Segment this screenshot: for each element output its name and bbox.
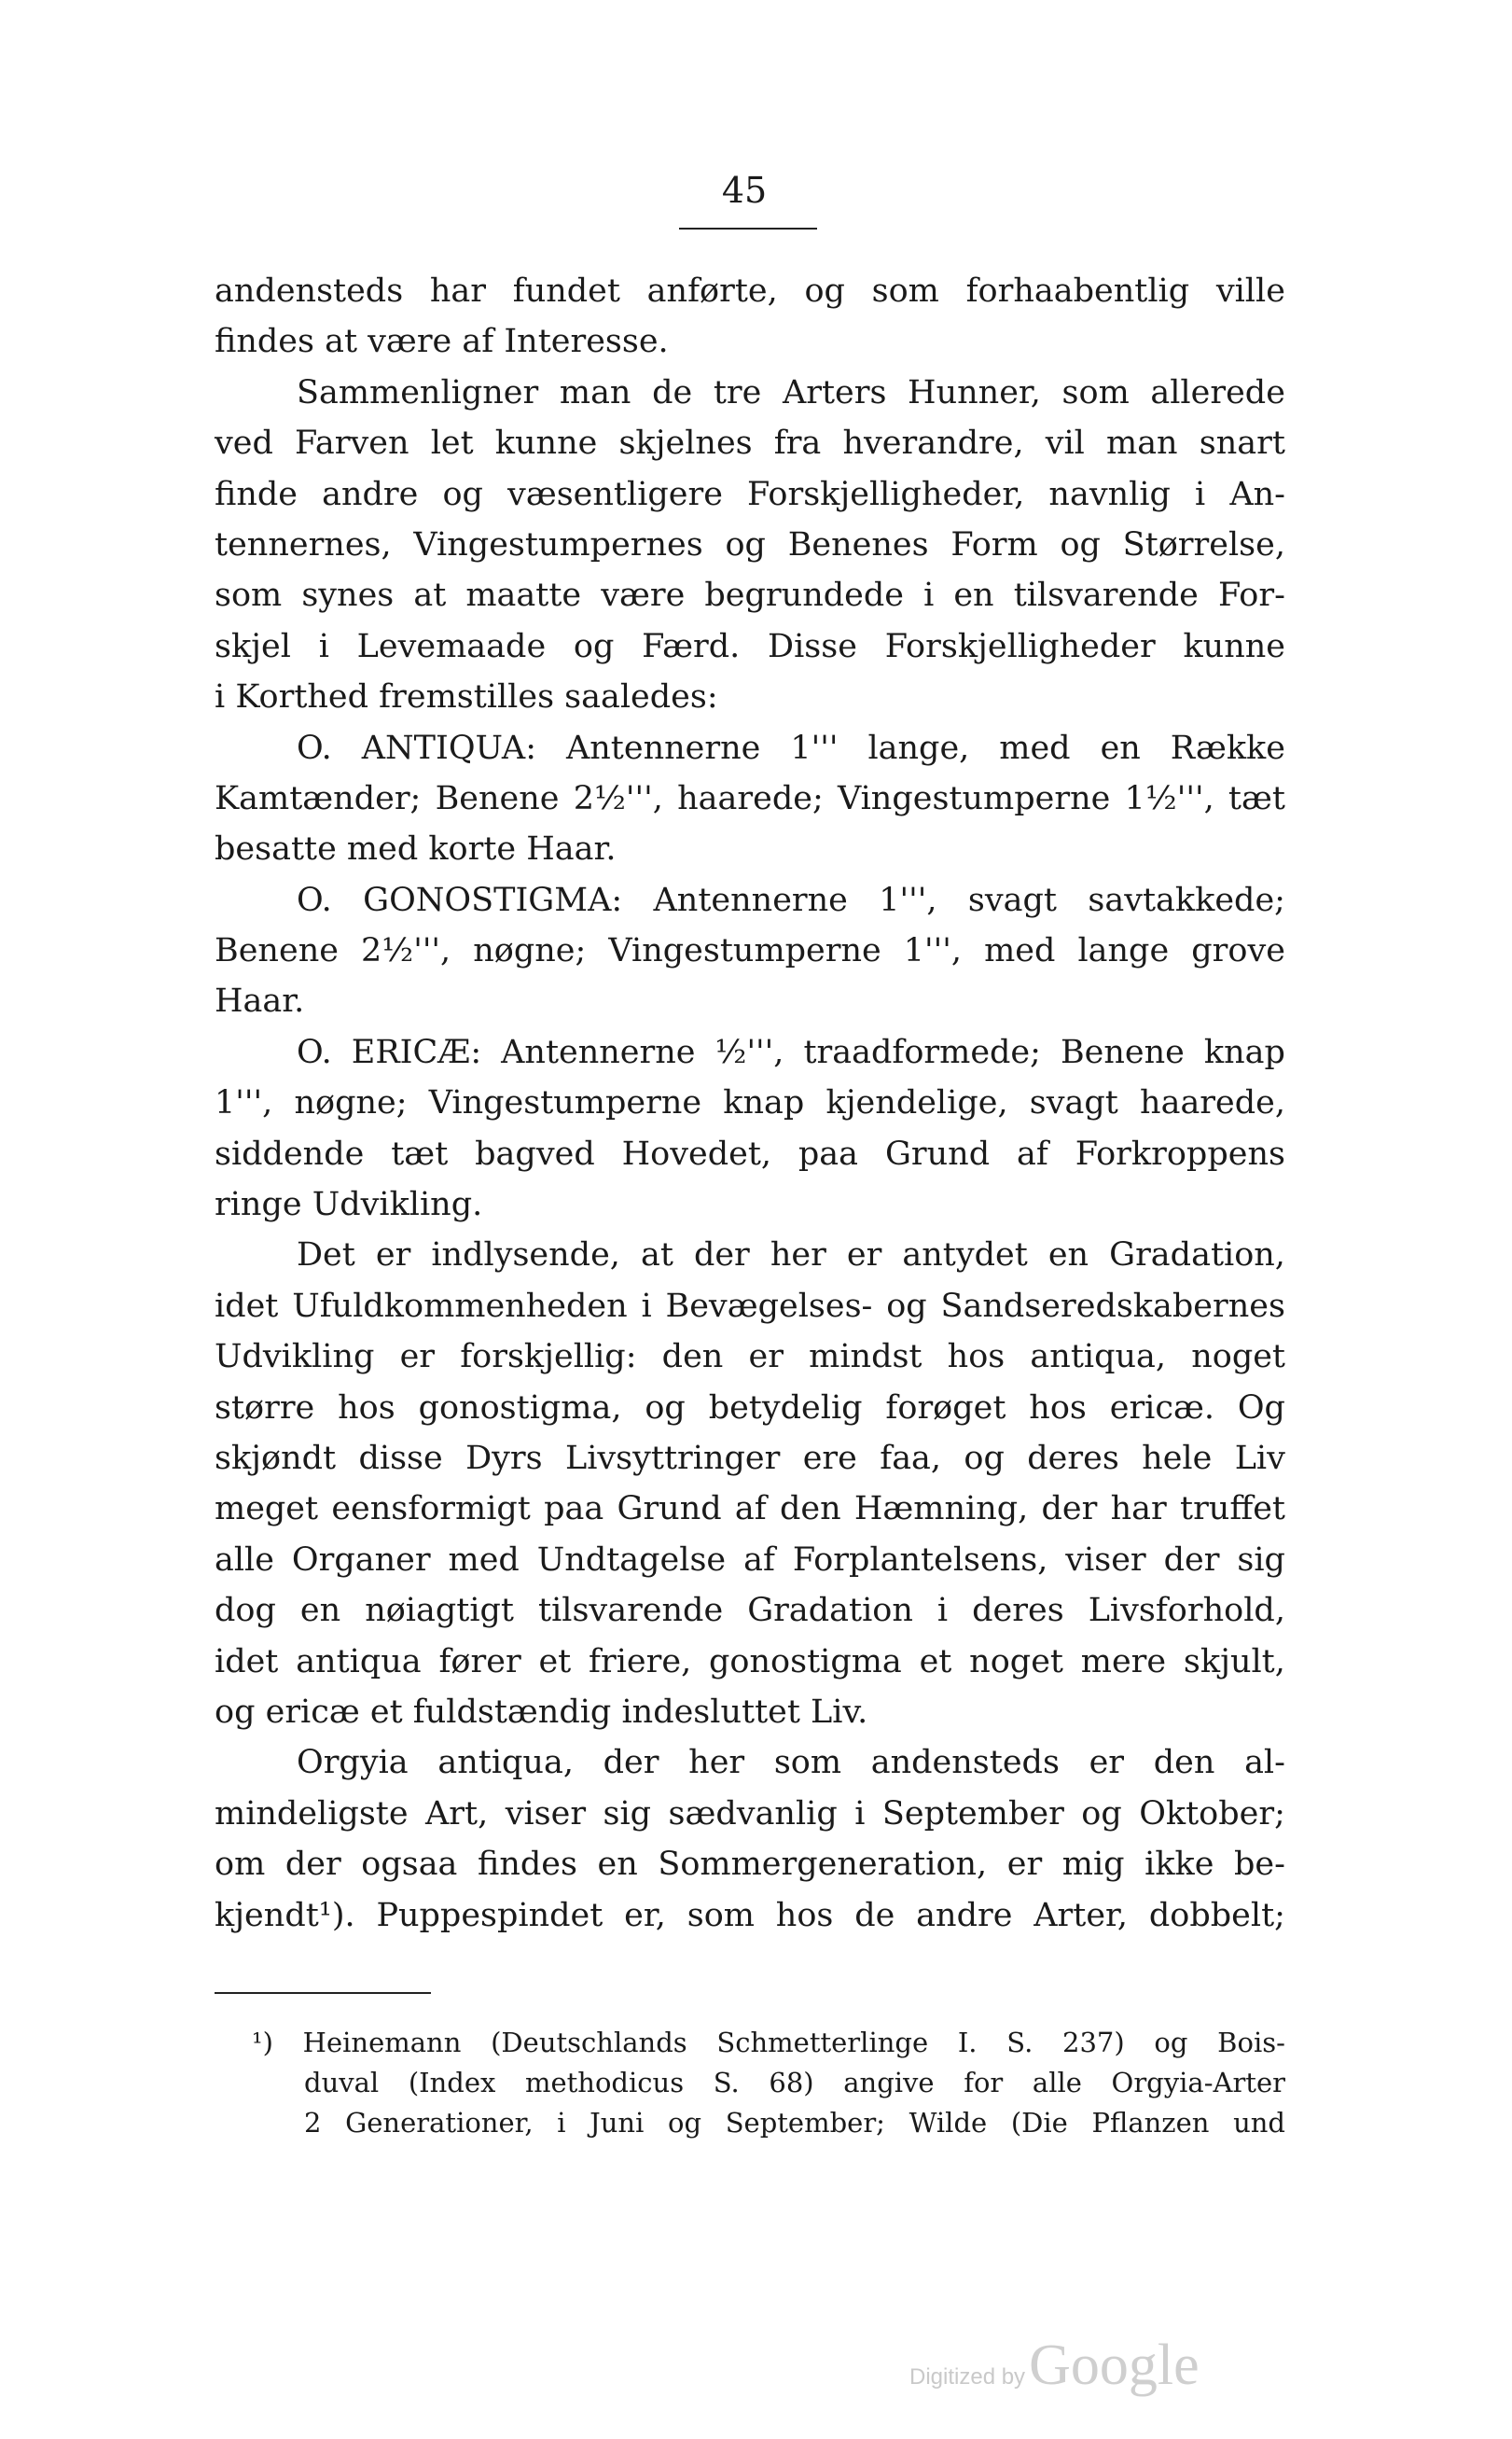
body-line: ved Farven let kunne skjelnes fra hverandre, vil man snart [215, 425, 1285, 463]
body-line: 1''', nøgne; Vingestumperne knap kjendelige, svagt haarede, [215, 1084, 1285, 1122]
body-line: Haar. [215, 983, 305, 1021]
footnotes [215, 2023, 1285, 2143]
body-line: om der ogsaa findes en Sommergeneration, er mig ikke be- [215, 1846, 1285, 1884]
footnote-line: 2 Generationer, i Juni og September; Wilde (Die Pflanzen und [304, 2107, 1285, 2139]
page-number: 45 [721, 170, 768, 211]
body-line: tennernes, Vingestumpernes og Benenes Form og Størrelse, [215, 525, 1285, 564]
body-line: skjøndt disse Dyrs Livsyttringer ere faa, og deres hele Liv [215, 1439, 1285, 1477]
watermark-prefix: Digitized by [909, 2364, 1026, 2390]
body-line: findes at være af Interesse. [215, 323, 669, 361]
body-line: kjendt¹). Puppespindet er, som hos de andre Arter, dobbelt; [215, 1896, 1285, 1934]
body-line: som synes at maatte være begrundede i en tilsvarende For- [215, 577, 1285, 615]
body-line: O. ERICÆ: Antennerne ½''', traadformede; Benene knap [297, 1033, 1285, 1071]
body-line: finde andre og væsentligere Forskjelligheder, navnlig i An- [215, 475, 1285, 513]
body-line: O. GONOSTIGMA: Antennerne 1''', svagt savtakkede; [297, 881, 1285, 919]
body-line: idet Ufuldkommenheden i Bevægelses- og Sandseredskabernes [215, 1287, 1285, 1325]
body-line: Kamtænder; Benene 2½''', haarede; Vingestumperne 1½''', tæt [215, 779, 1285, 817]
body-line: i Korthed fremstilles saaledes: [215, 678, 718, 717]
body-line: Benene 2½''', nøgne; Vingestumperne 1''', med lange grove [215, 932, 1285, 970]
body-line: meget eensformigt paa Grund af den Hæmning, der har truffet [215, 1490, 1285, 1528]
body-line: besatte med korte Haar. [215, 830, 617, 869]
body-line: alle Organer med Undtagelse af Forplantelsens, viser der sig [215, 1540, 1285, 1579]
body-line: mindeligste Art, viser sig sædvanlig i September og Oktober; [215, 1794, 1285, 1833]
body-line: O. ANTIQUA: Antennerne 1''' lange, med en Række [297, 729, 1285, 767]
body-line: Orgyia antiqua, der her som andensteds er den al- [297, 1744, 1285, 1782]
page-number-underline [679, 228, 817, 230]
digitized-watermark [909, 2333, 1200, 2399]
body-text [215, 266, 1285, 1941]
body-line: Det er indlysende, at der her er antydet en Gradation, [297, 1236, 1285, 1275]
body-line: Sammenligner man de tre Arters Hunner, som allerede [297, 373, 1285, 411]
footnote-line: ¹) Heinemann (Deutschlands Schmetterlinge I. S. 237) og Bois- [252, 2027, 1285, 2058]
body-line: ringe Udvikling. [215, 1186, 483, 1224]
footnote-line: duval (Index methodicus S. 68) angive for alle Orgyia-Arter [304, 2067, 1285, 2098]
body-line: idet antiqua fører et friere, gonostigma et noget mere skjult, [215, 1642, 1285, 1680]
body-line: siddende tæt bagved Hovedet, paa Grund af Forkroppens [215, 1135, 1285, 1173]
body-line: Udvikling er forskjellig: den er mindst hos antiqua, noget [215, 1338, 1285, 1376]
google-logo: Google [1029, 2334, 1200, 2397]
footnote-separator [215, 1992, 431, 1994]
body-line: og ericæ et fuldstændig indesluttet Liv. [215, 1693, 868, 1731]
body-line: større hos gonostigma, og betydelig forøget hos ericæ. Og [215, 1388, 1285, 1427]
body-line: andensteds har fundet anførte, og som forhaabentlig ville [215, 272, 1285, 310]
body-line: skjel i Levemaade og Færd. Disse Forskjelligheder kunne [215, 627, 1285, 665]
body-line: dog en nøiagtigt tilsvarende Gradation i deres Livsforhold, [215, 1592, 1285, 1630]
